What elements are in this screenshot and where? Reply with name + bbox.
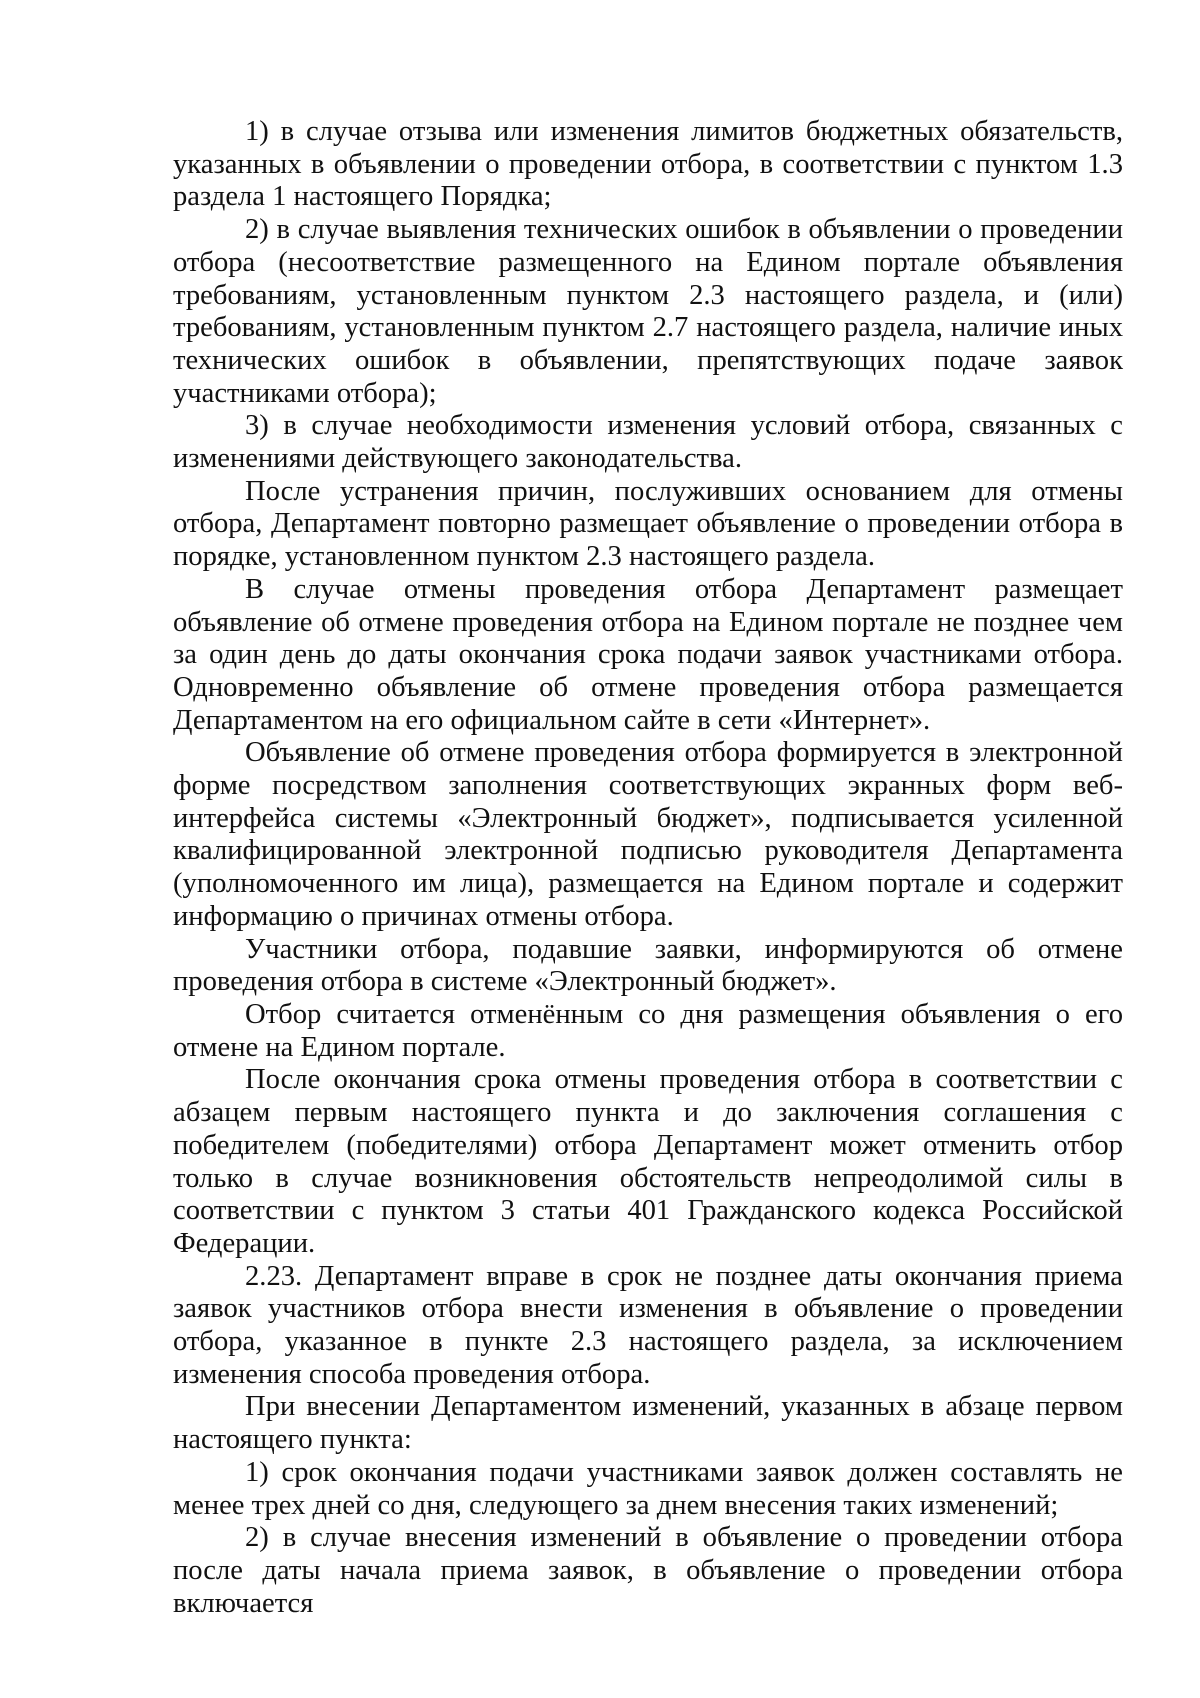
document-page — [173, 116, 1123, 1620]
paragraph-when-changing: При внесении Департаментом изменений, указанных в абзаце первом настоящего пункта: — [173, 1391, 1123, 1456]
paragraph-change-item-2: 2) в случае внесения изменений в объявление о проведении отбора после даты начала приема заявок, в объявление о проведении отбора включается — [173, 1522, 1123, 1619]
paragraph-cancellation-notice: В случае отмены проведения отбора Департамент размещает объявление об отмене проведения отбора на Едином портале не позднее чем за один день до даты окончания срока подачи заявок участниками отбора. Одновременно объявление об отмене проведения отбора размещается Департаментом на его официальном сайте в сети «Интернет». — [173, 573, 1123, 736]
paragraph-clause-2-23: 2.23. Департамент вправе в срок не позднее даты окончания приема заявок участников отбора внести изменения в объявление о проведении отбора, указанное в пункте 2.3 настоящего раздела, за исключением изменения способа проведения отбора. — [173, 1260, 1123, 1390]
paragraph-selection-cancelled: Отбор считается отменённым со дня размещения объявления о его отмене на Едином портале. — [173, 998, 1123, 1063]
paragraph-item-2: 2) в случае выявления технических ошибок в объявлении о проведении отбора (несоответствие размещенного на Едином портале объявления требованиям, установленным пунктом 2.3 настоящего раздела, и (или) требованиям, установленным пунктом 2.7 настоящего раздела, наличие иных технических ошибок в объявлении, препятствующих подаче заявок участниками отбора); — [173, 214, 1123, 409]
paragraph-participants-informed: Участники отбора, подавшие заявки, информируются об отмене проведения отбора в системе «Электронный бюджет». — [173, 933, 1123, 998]
paragraph-notice-form: Объявление об отмене проведения отбора формируется в электронной форме посредством заполнения соответствующих экранных форм веб-интерфейса системы «Электронный бюджет», подписывается усиленной квалифицированной электронной подписью руководителя Департамента (уполномоченного им лица), размещается на Едином портале и содержит информацию о причинах отмены отбора. — [173, 737, 1123, 932]
paragraph-item-3: 3) в случае необходимости изменения условий отбора, связанных с изменениями действующего законодательства. — [173, 410, 1123, 475]
paragraph-change-item-1: 1) срок окончания подачи участниками заявок должен составлять не менее трех дней со дня, следующего за днем внесения таких изменений; — [173, 1456, 1123, 1521]
paragraph-force-majeure: После окончания срока отмены проведения отбора в соответствии с абзацем первым настоящего пункта и до заключения соглашения с победителем (победителями) отбора Департамент может отменить отбор только в случае возникновения обстоятельств непреодолимой силы в соответствии с пунктом 3 статьи 401 Гражданского кодекса Российской Федерации. — [173, 1064, 1123, 1259]
paragraph-item-1: 1) в случае отзыва или изменения лимитов бюджетных обязательств, указанных в объявлении о проведении отбора, в соответствии с пунктом 1.3 раздела 1 настоящего Порядка; — [173, 116, 1123, 213]
paragraph-after-elimination: После устранения причин, послуживших основанием для отмены отбора, Департамент повторно размещает объявление о проведении отбора в порядке, установленном пунктом 2.3 настоящего раздела. — [173, 475, 1123, 573]
